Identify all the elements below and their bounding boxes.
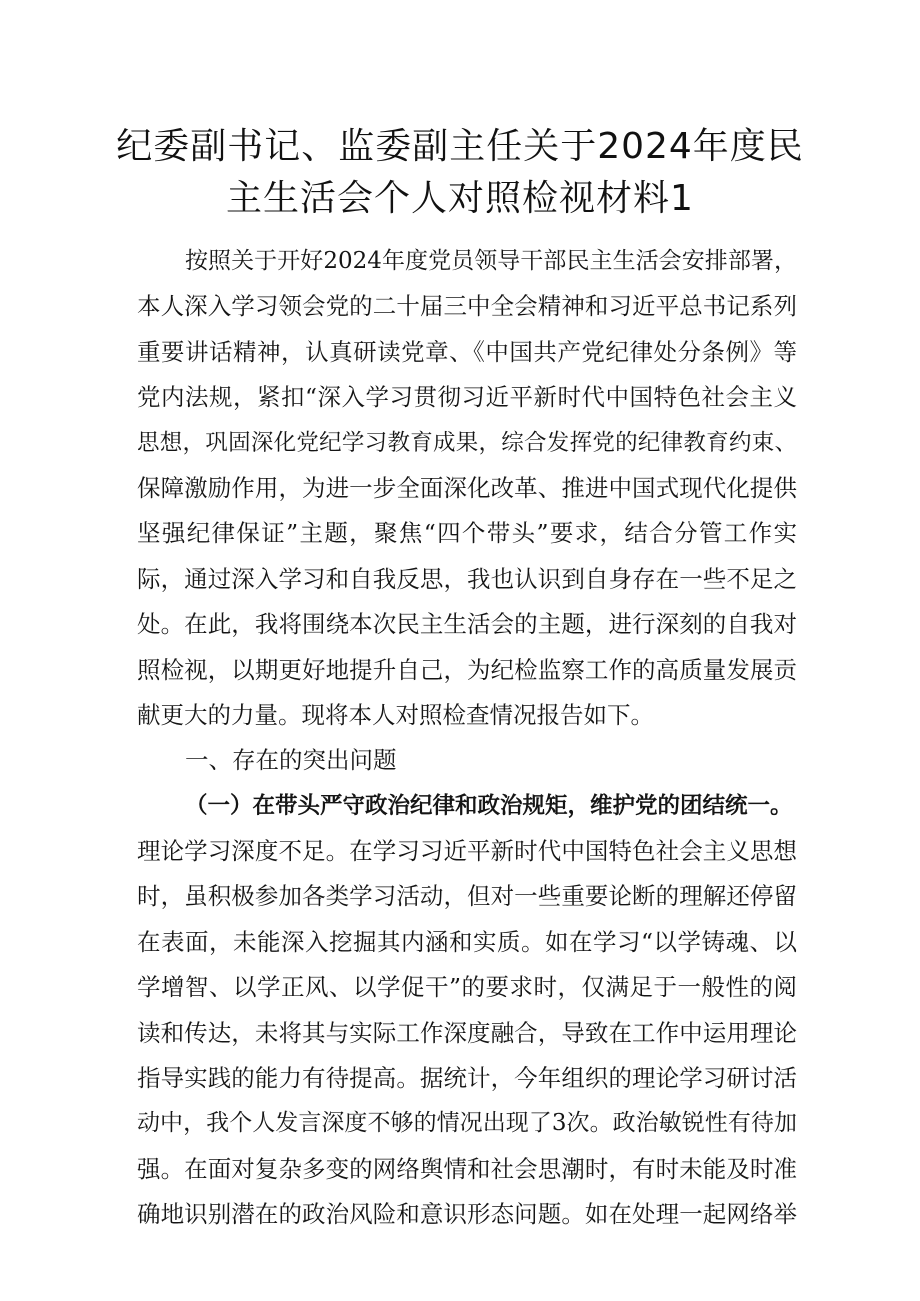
paragraph-line: 重要讲话精神，认真研读党章、《中国共产党纪律处分条例》等 xyxy=(137,337,797,366)
document-title-line-2: 主生活会个人对照检视材料1 xyxy=(226,178,694,219)
paragraph-line: 理论学习深度不足。在学习习近平新时代中国特色社会主义思想 xyxy=(137,837,797,866)
paragraph-line: 党内法规，紧扣“深入学习贯彻习近平新时代中国特色社会主义 xyxy=(137,383,797,412)
paragraph-line: 际，通过深入学习和自我反思，我也认识到自身存在一些不足之 xyxy=(137,564,797,593)
paragraph-line: 确地识别潜在的政治风险和意识形态问题。如在处理一起网络举 xyxy=(137,1200,797,1229)
paragraph-line: 照检视，以期更好地提升自己，为纪检监察工作的高质量发展贡 xyxy=(137,655,797,684)
paragraph-line: 读和传达，未将其与实际工作深度融合，导致在工作中运用理论 xyxy=(137,1018,797,1047)
paragraph-line: 动中，我个人发言深度不够的情况出现了3次。政治敏锐性有待加 xyxy=(137,1110,797,1137)
subsection-heading: （一）在带头严守政治纪律和政治规矩，维护党的团结统一。 xyxy=(185,792,793,819)
paragraph-line: 处。在此，我将围绕本次民主生活会的主题，进行深刻的自我对 xyxy=(137,610,797,639)
paragraph-line: 坚强纪律保证”主题，聚焦“四个带头”要求，结合分管工作实 xyxy=(137,519,797,548)
paragraph-line: 指导实践的能力有待提高。据统计，今年组织的理论学习研讨活 xyxy=(137,1064,797,1093)
paragraph-line: 学增智、以学正风、以学促干”的要求时，仅满足于一般性的阅 xyxy=(137,973,797,1002)
paragraph-line: 本人深入学习领会党的二十届三中全会精神和习近平总书记系列 xyxy=(137,292,797,321)
paragraph-line: 献更大的力量。现将本人对照检查情况报告如下。 xyxy=(137,700,654,729)
paragraph-line: 思想，巩固深化党纪学习教育成果，综合发挥党的纪律教育约束、 xyxy=(137,429,797,456)
document-body xyxy=(137,239,797,1238)
paragraph-line: 在表面，未能深入挖掘其内涵和实质。如在学习“以学铸魂、以 xyxy=(137,927,797,956)
paragraph-line: 时，虽积极参加各类学习活动，但对一些重要论断的理解还停留 xyxy=(137,882,797,911)
section-heading: 一、存在的突出问题 xyxy=(185,746,397,775)
document-title-line-1: 纪委副书记、监委副主任关于2024年度民 xyxy=(116,126,804,167)
paragraph-line: 保障激励作用，为进一步全面深化改革、推进中国式现代化提供 xyxy=(137,473,797,502)
paragraph-line: 强。在面对复杂多变的网络舆情和社会思潮时，有时未能及时准 xyxy=(137,1154,797,1183)
paragraph-line: 按照关于开好2024年度党员领导干部民主生活会安排部署， xyxy=(185,248,797,274)
